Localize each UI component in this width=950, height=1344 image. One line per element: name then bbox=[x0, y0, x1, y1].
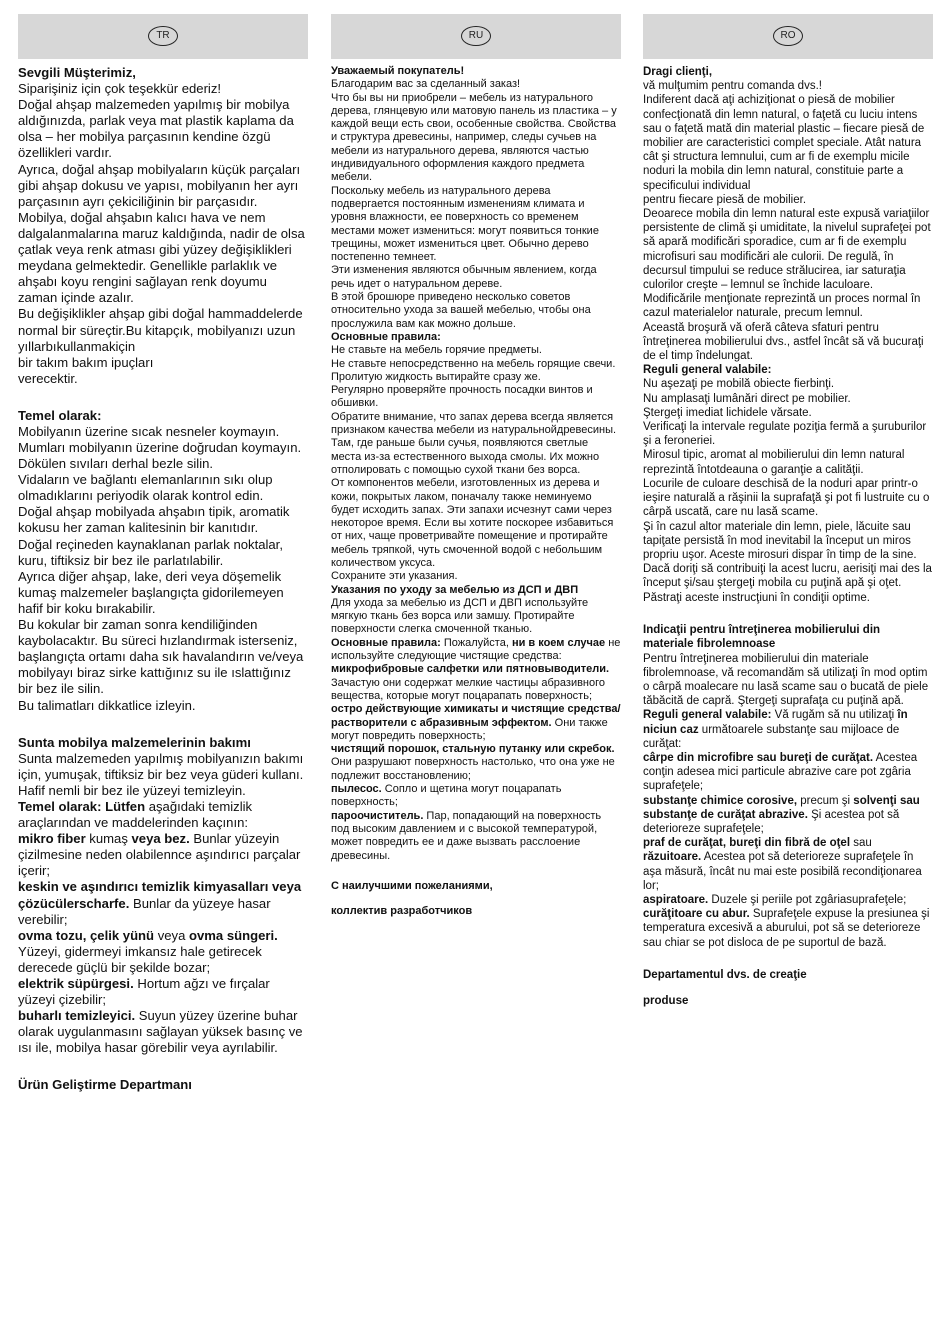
intro-text: Siparişiniz için çok teşekkür ederiz! Doğal ahşap malzemeden yapılmış bir mobilya aldığınızda, parlak veya mat plastik kaplama da olsa – her mobilya parçasının kendine özgü özellikleri vardır. Ayrıca, doğal ahşap mobilyaların küçük parçaları gibi ahşap dokusu ve yapısı, mobilyanın her ayrı parçasının ayrı çekiciliğinin bir parçasıdır. Mobilya, doğal ahşabın kalıcı hava ve nem dalgalanmalarına maruz kaldığında, nadir de olsa çatlak veya renk atması gibi yüzey değişiklikleri meydana gelmektedir. Genellikle parlaklık ve ahşabı koyu rengini sağlayan renk doyumu zaman içinde azalır. Bu değişiklikler ahşap gibi doğal hammaddelerde normal bir süreçtir.Bu kitapçık, mobilyanızı uzun yıllarbıkullanmakiçin bir takım bakım ipuçları verecektir. bbox=[18, 81, 305, 386]
closing-signature: коллектив разработчиков bbox=[331, 904, 473, 917]
closing-greeting: С наилучшими пожеланиями, bbox=[331, 880, 493, 893]
greeting: Dragi clienţi, bbox=[643, 66, 713, 78]
list-item: aspiratoare. Duzele şi periile pot zgâriasuprafeţele; bbox=[643, 893, 907, 906]
section-text-fibreboard: Pentru întreţinerea mobilierului din materiale fibrolemnoase, vă recomandăm să utilizaţi în mod optim o cârpă moalecare nu lasă scame sau o bucată de piele tăbăcită de capră. Ştergeţi suprafaţa cu puţină apă. bbox=[643, 652, 929, 708]
rules-text: Mobilyanın üzerine sıcak nesneler koymayın. Mumları mobilyanın üzerine doğrudan koymayın. Dökülen sıvıları derhal bezle silin. Vidaların ve bağlantı elemanlarının sıkı olup olmadıklarını periyodik olarak kontrol edin. Doğal ahşap mobilyada ahşabın tipik, aromatik kokusu her zaman kalitesinin bir kanıtıdır. Doğal reçineden kaynaklanan parlak noktalar, kuru, tiftiksiz bir bez ile parlatılabilir. Ayrıca diğer ahşap, lake, deri veya döşemelik kumaş malzemeler başlangıçta gidorilemeyen hafif bir koku bırakabilir. Bu kokular bir zaman sonra kendiliğinden kaybolacaktır. Bu süreci hızlandırmak isterseniz, başlangıçta ortamı daha sık havalandırın ve/veya mobilyayı biraz sirke kattığınız su ile ıslattığınız bir bez ile silin. Bu talimatları dikkatlice izleyin. bbox=[18, 423, 304, 713]
list-item: mikro fiber kumaş veya bez. Bunlar yüzeyin çizilmesine neden olabilennce aşındırıcı parçalar içerir; bbox=[18, 831, 301, 879]
language-badge-tr: TR bbox=[148, 26, 178, 46]
list-item: keskin ve aşındırıcı temizlik kimyasalları veya çözücülerscharfe. Bunlar da yüzeye hasar verebilir; bbox=[18, 879, 302, 927]
section-text-particleboard: Для ухода за мебелью из ДСП и ДВП используйте мягкую ткань без ворса или замшу. Протирайте поверхности слегка смоченной тканью. bbox=[331, 596, 589, 636]
list-item: пароочиститель. Пар, попадающий на поверхность под высоким давлением и с высокой температурой, может повредить ее и даже вызвать расслоение древесины. bbox=[331, 809, 602, 862]
column-body-ru bbox=[331, 65, 621, 918]
list-item: чистящий порошок, стальную путанку или скребок. Они разрушают поверхность настолько, что она уже не подлежит восстановлению; bbox=[331, 743, 615, 782]
rules-title: Temel olarak: bbox=[18, 407, 102, 423]
section-title-particleboard: Sunta mobilya malzemelerinin bakımı bbox=[18, 734, 251, 750]
particleboard-rules: Основные правила: Пожалуйста, ни в коем случае не используйте следующие чистящие средства: bbox=[331, 636, 621, 663]
list-item: cârpe din microfibre sau bureţi de curăţat. Acestea conţin adesea mici particule abrazive care pot zgâria suprafeţele; bbox=[643, 751, 918, 793]
column-body-tr bbox=[18, 65, 308, 1093]
list-item: микрофибровые салфетки или пятновыводители. Зачастую они содержат мелкие частицы абразивного вещества, которые могут поцарапать поверхность; bbox=[331, 663, 610, 702]
intro-text: vă mulţumim pentru comanda dvs.! Indiferent dacă aţi achiziţionat o piesă de mobilier confecţionată din lemn natural, o faţetă cu luciu intens sau o faţetă mată din material plastic – fiecare piesă de mobilier are caracteristici complet speciale. Atât natura cât şi structura lemnului, cum ar fi de exemplu micile noduri la mobila din lemn natural, constituie parte a specificului individual pentru fiecare piesă de mobilier. Deoarece mobila din lemn natural este expusă variaţiilor persistente de climă şi umiditate, la nivelul suprafeţei pot să apară modificări sporadice, cum ar fi de exemplu microfisuri sau modificări ale culorii. De regulă, în decursul timpului se reduce strălucirea, iar saturaţia culorilor creşte – lemnul se închide laculoare. Modificările menţionate reprezintă un proces normal în cazul materialelor naturale, precum lemnul. Această broşură vă oferă câteva sfaturi pentru întreţinerea mobilierului dvs., astfel încât să vă bucuraţi de el timp îndelungat. bbox=[643, 80, 931, 363]
intro-text: Благодарим вас за сделанный заказ! Что бы вы ни приобрели – мебель из натурального дерева, глянцевую или матовую панель из пластика – у каждой вещи есть свои, особенные свойства. Свойства и структура древесины, например, следы сучьев на мебели из натурального дерева, являются частью индивидуального оформления каждого предмета мебели. Поскольку мебель из натурального дерева подвергается постоянным изменениям климата и уровня влажности, ее поверхность со временем местами может измениться: могут появиться тонкие трещины, может измениться цвет. Обычно дерево постепенно темнеет. Эти изменения являются обычным явлением, когда речь идет о натуральном дереве. В этой брошюре приведено несколько советов относительно ухода за вашей мебелью, чтобы она прослужила вам как можно дольше. bbox=[331, 78, 617, 330]
section-text-particleboard: Sunta malzemeden yapılmış mobilyanızın bakımı için, yumuşak, tiftiksiz bir bez veya güderi kullanı. Hafif nemli bir bez ile yüzeyi temizleyin. bbox=[18, 750, 304, 798]
column-romanian bbox=[643, 14, 933, 1008]
column-russian bbox=[331, 14, 621, 918]
closing-signature: Departamentul dvs. de creaţie bbox=[643, 969, 807, 982]
rules-title: Основные правила: bbox=[331, 330, 441, 343]
particleboard-rules: Temel olarak: Lütfen aşağıdaki temizlik araçlarından ve maddelerinden kaçının: bbox=[18, 798, 253, 831]
language-header-tr bbox=[18, 14, 308, 59]
column-body-ro bbox=[643, 65, 933, 1008]
list-item: elektrik süpürgesi. Hortum ağzı ve fırçalar yüzeyi çizebilir; bbox=[18, 975, 270, 1008]
section-title-fibreboard: Indicaţii pentru întreţinerea mobilierului din materiale fibrolemnoase bbox=[643, 624, 881, 651]
section-title-particleboard: Указания по уходу за мебелью из ДСП и ДВП bbox=[331, 583, 579, 596]
language-badge-ro: RO bbox=[773, 26, 803, 46]
closing-signature: Ürün Geliştirme Departmanı bbox=[18, 1077, 192, 1093]
list-item: ovma tozu, çelik yünü veya ovma süngeri. Yüzeyi, gidermeyi imkansız hale getirecek derecede güçlü bir şekilde bozar; bbox=[18, 927, 278, 975]
rules-text: Nu aşezaţi pe mobilă obiecte fierbinţi. Nu amplasaţi lumânări direct pe mobilier. Ştergeţi imediat lichidele vărsate. Verificaţi la intervale regulate poziţia fermă a şuruburilor şi a feroneriei. Mirosul tipic, aromat al mobilierului din lemn natural reprezintă întotdeauna o garanţie a calităţii. Locurile de culoare deschisă de la noduri apar printr-o ieşire naturală a răşinii la suprafaţă şi pot fi lustruite cu o cârpă uscată, care nu lasă scame. Şi în cazul altor materiale din lemn, piele, lăcuite sau tapiţate persistă în mod inevitabil la început un miros propriu uşor. Aceste mirosuri dispar în timp de la sine. Dacă doriţi să contribuiţi la acest lucru, aerisiţi mai des la început şi/sau ştergeţi mobila cu puţină apă şi oţet. Păstraţi aceste instrucţiuni în condiţii optime. bbox=[643, 378, 932, 604]
list-item: curăţitoare cu abur. Suprafeţele expuse la presiunea şi temperatura excesivă a aburului, pot să se deterioreze sau chiar se pot disloca de pe suportul de bază. bbox=[643, 908, 930, 949]
rules-title: Reguli general valabile: bbox=[643, 364, 772, 377]
list-item: praf de curăţat, bureţi din fibră de oţel sau răzuitoare. Acestea pot să deterioreze suprafeţele în aşa măsură, încât nu mai este posibilă recondiţionarea lor; bbox=[643, 837, 922, 892]
language-badge-ru: RU bbox=[461, 26, 491, 46]
list-item: substanţe chimice corosive, precum şi solvenţi sau substanţe de curăţat abrazive. Şi acestea pot să deterioreze suprafeţele; bbox=[643, 794, 920, 835]
list-item: buharlı temizleyici. Suyun yüzey üzerine buhar olarak uygulanmasını sağlayan yüksek basınç ve ısı ile, mobilya hasar görebilir veya ayrılabilir. bbox=[18, 1008, 303, 1056]
greeting: Уважаемый покупатель! bbox=[331, 65, 465, 77]
closing-signature-2: produse bbox=[643, 994, 689, 1007]
language-header-ro bbox=[643, 14, 933, 59]
language-header-ru bbox=[331, 14, 621, 59]
column-turkish bbox=[18, 14, 308, 1093]
list-item: остро действующие химикаты и чистящие средства/растворители с абразивным эффектом. Они также могут повредить поверхность; bbox=[331, 703, 621, 742]
list-item: пылесос. Сопло и щетина могут поцарапать поверхность; bbox=[331, 783, 562, 809]
fibreboard-rules: Reguli general valabile: Vă rugăm să nu utilizaţi în niciun caz următoarele substanţe sau mijloace de curăţat: bbox=[643, 709, 908, 750]
rules-text: Не ставьте на мебель горячие предметы. Не ставьте непосредственно на мебель горящие свечи. Пролитую жидкость вытирайте сразу же. Регулярно проверяйте прочность посадки винтов и обшивки. Обратите внимание, что запах дерева всегда является признаком качества мебели из натуральнойдревесины. Там, где раньше были сучья, появляются светлые места из-за естественного выхода смолы. Их можно отполировать с помощью сухой ткани без ворса. От компонентов мебели, изготовленных из дерева и кожи, покрытых лаком, поначалу также неминуемо будет исходить запах. Эти запахи исчезнут сами через некоторое время. Если вы хотите поскорее избавиться от них, чаще проветривайте помещение и протирайте мебель тряпкой, чуть смоченной водой с небольшим количеством уксуса. Сохраните эти указания. bbox=[331, 344, 617, 583]
greeting: Sevgili Müşterimiz, bbox=[18, 65, 136, 80]
